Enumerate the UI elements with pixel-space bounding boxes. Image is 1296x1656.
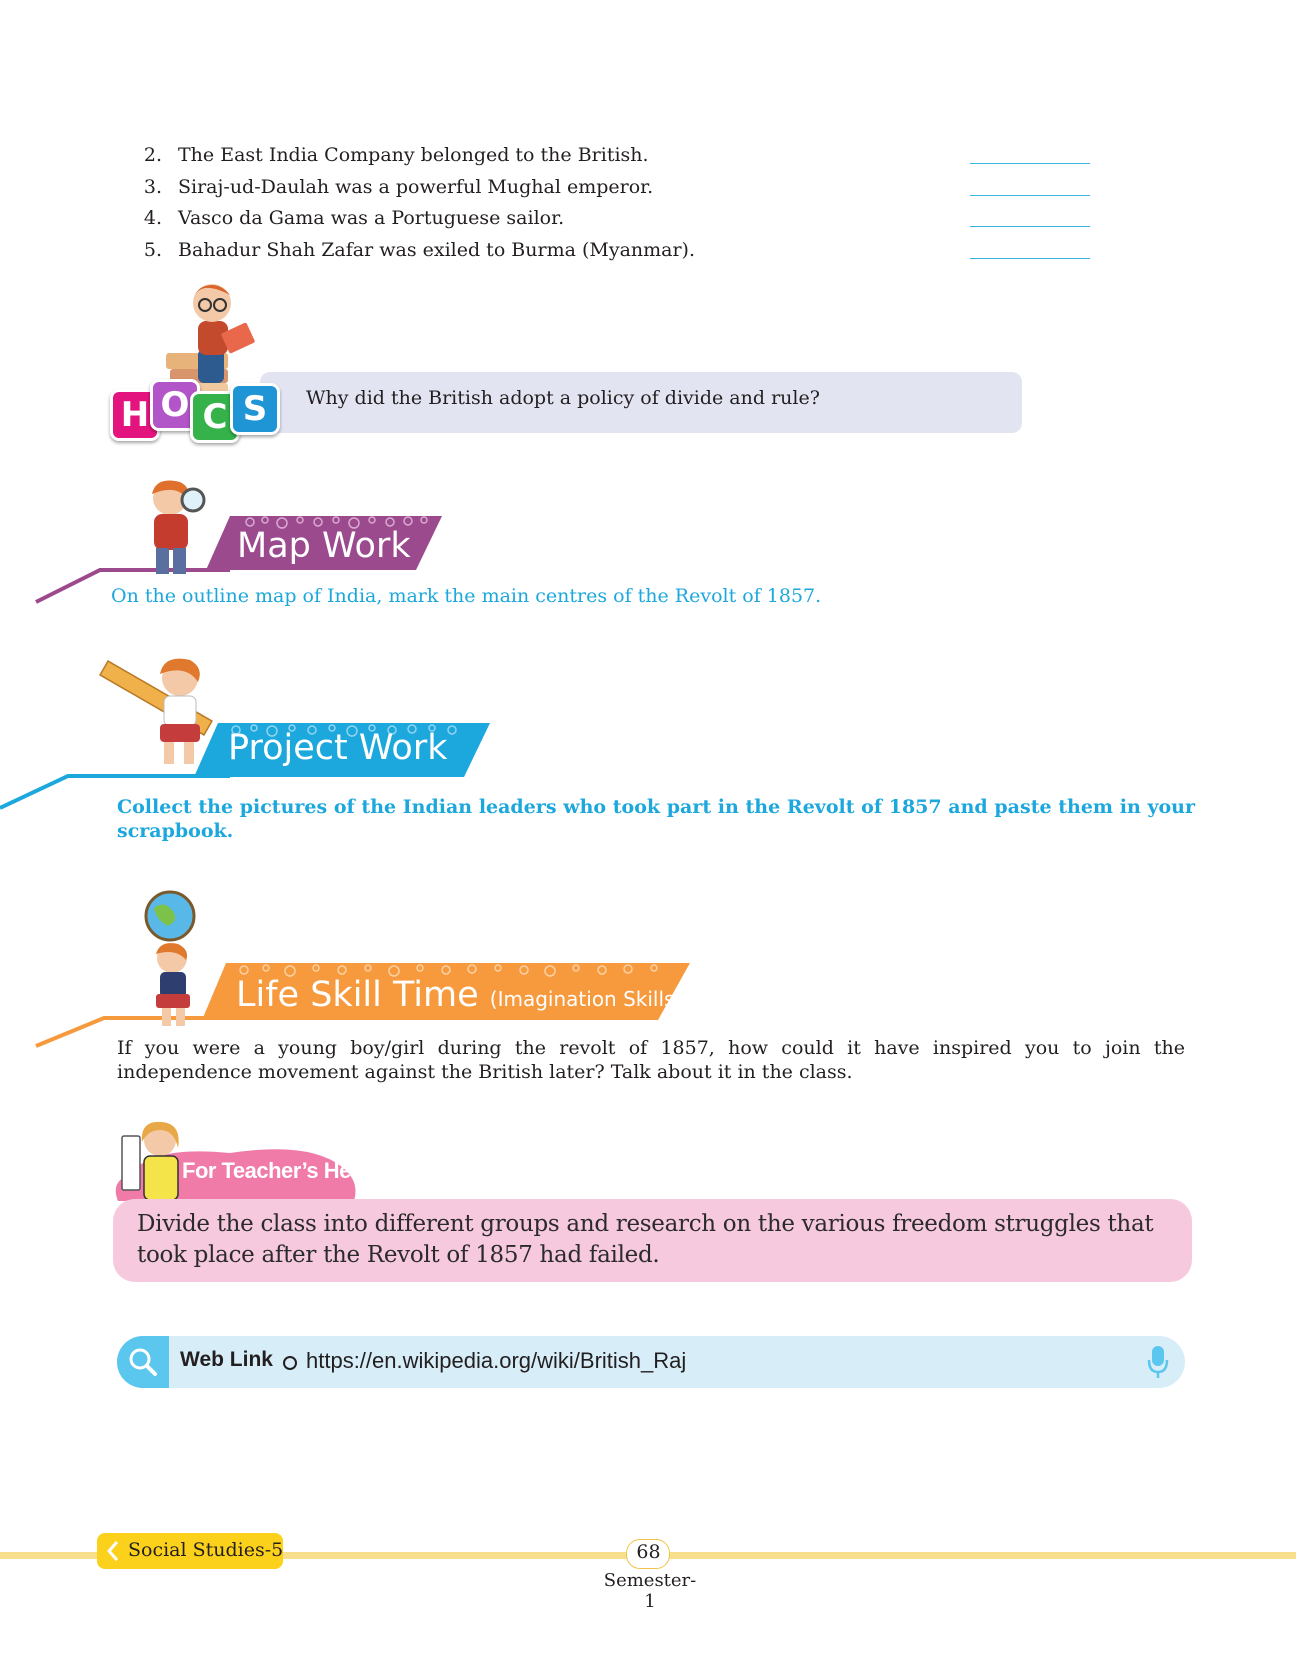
project-work-instruction: Collect the pictures of the Indian leaders who took part in the Revolt of 1857 and paste them in your scrapbook. — [117, 796, 1195, 842]
hocs-letter: S — [230, 383, 280, 435]
question-number: 2. — [143, 144, 162, 166]
hocs-letter: O — [150, 379, 200, 431]
life-skill-title-text: Life Skill Time — [236, 975, 479, 1015]
answer-blank[interactable] — [970, 195, 1090, 196]
search-icon — [117, 1336, 169, 1388]
life-skill-subtitle: (Imagination Skills) — [489, 987, 683, 1011]
web-link-url[interactable]: https://en.wikipedia.org/wiki/British_Raj — [306, 1348, 687, 1373]
life-skill-banner — [0, 890, 700, 1050]
chevron-left-icon — [105, 1540, 121, 1562]
answer-blank[interactable] — [970, 163, 1090, 164]
globe-girl-illustration — [146, 892, 194, 1026]
hocs-letter: H — [110, 389, 160, 441]
hocs-question: Why did the British adopt a policy of divide and rule? — [306, 387, 820, 409]
list-item — [140, 235, 1100, 267]
question-text: Siraj-ud-Daulah was a powerful Mughal emperor. — [178, 175, 654, 198]
map-work-instruction: On the outline map of India, mark the main centres of the Revolt of 1857. — [111, 585, 822, 607]
list-item — [140, 172, 1100, 204]
footer-book-title: Social Studies-5 — [128, 1539, 284, 1561]
life-skill-title — [236, 975, 682, 1015]
question-number: 3. — [143, 175, 162, 198]
bullet-icon — [283, 1356, 297, 1370]
semester-label: Semester-1 — [603, 1570, 697, 1612]
answer-blank[interactable] — [970, 258, 1090, 259]
microphone-icon[interactable] — [1146, 1344, 1170, 1380]
list-item — [140, 140, 1100, 172]
list-item — [140, 203, 1100, 235]
web-link-label: Web Link — [180, 1348, 273, 1371]
teacher-illustration — [116, 1118, 182, 1202]
question-number: 4. — [143, 207, 162, 229]
web-search-button[interactable] — [117, 1336, 169, 1388]
hocs-letter: C — [190, 391, 240, 443]
teacher-help-label: For Teacher’s Help — [182, 1158, 370, 1183]
magnifier-boy-illustration — [152, 481, 204, 575]
question-text: Vasco da Gama was a Portuguese sailor. — [178, 207, 565, 229]
page-number: 68 — [636, 1541, 661, 1563]
question-text: The East India Company belonged to the British. — [178, 144, 649, 166]
ruler-girl-illustration — [100, 659, 212, 764]
life-skill-instruction: If you were a young boy/girl during the revolt of 1857, how could it have inspired you to join the independence movement against the British later? Talk about it in the class. — [117, 1037, 1185, 1083]
question-text: Bahadur Shah Zafar was exiled to Burma (Myanmar). — [178, 238, 696, 261]
answer-blank[interactable] — [970, 226, 1090, 227]
teacher-help-text: Divide the class into different groups and research on the various freedom struggles that took place after the Revolt of 1857 had failed. — [137, 1211, 1154, 1268]
map-work-title: Map Work — [237, 526, 411, 566]
question-number: 5. — [143, 238, 162, 261]
question-list — [140, 140, 1100, 266]
project-work-title: Project Work — [228, 728, 448, 768]
